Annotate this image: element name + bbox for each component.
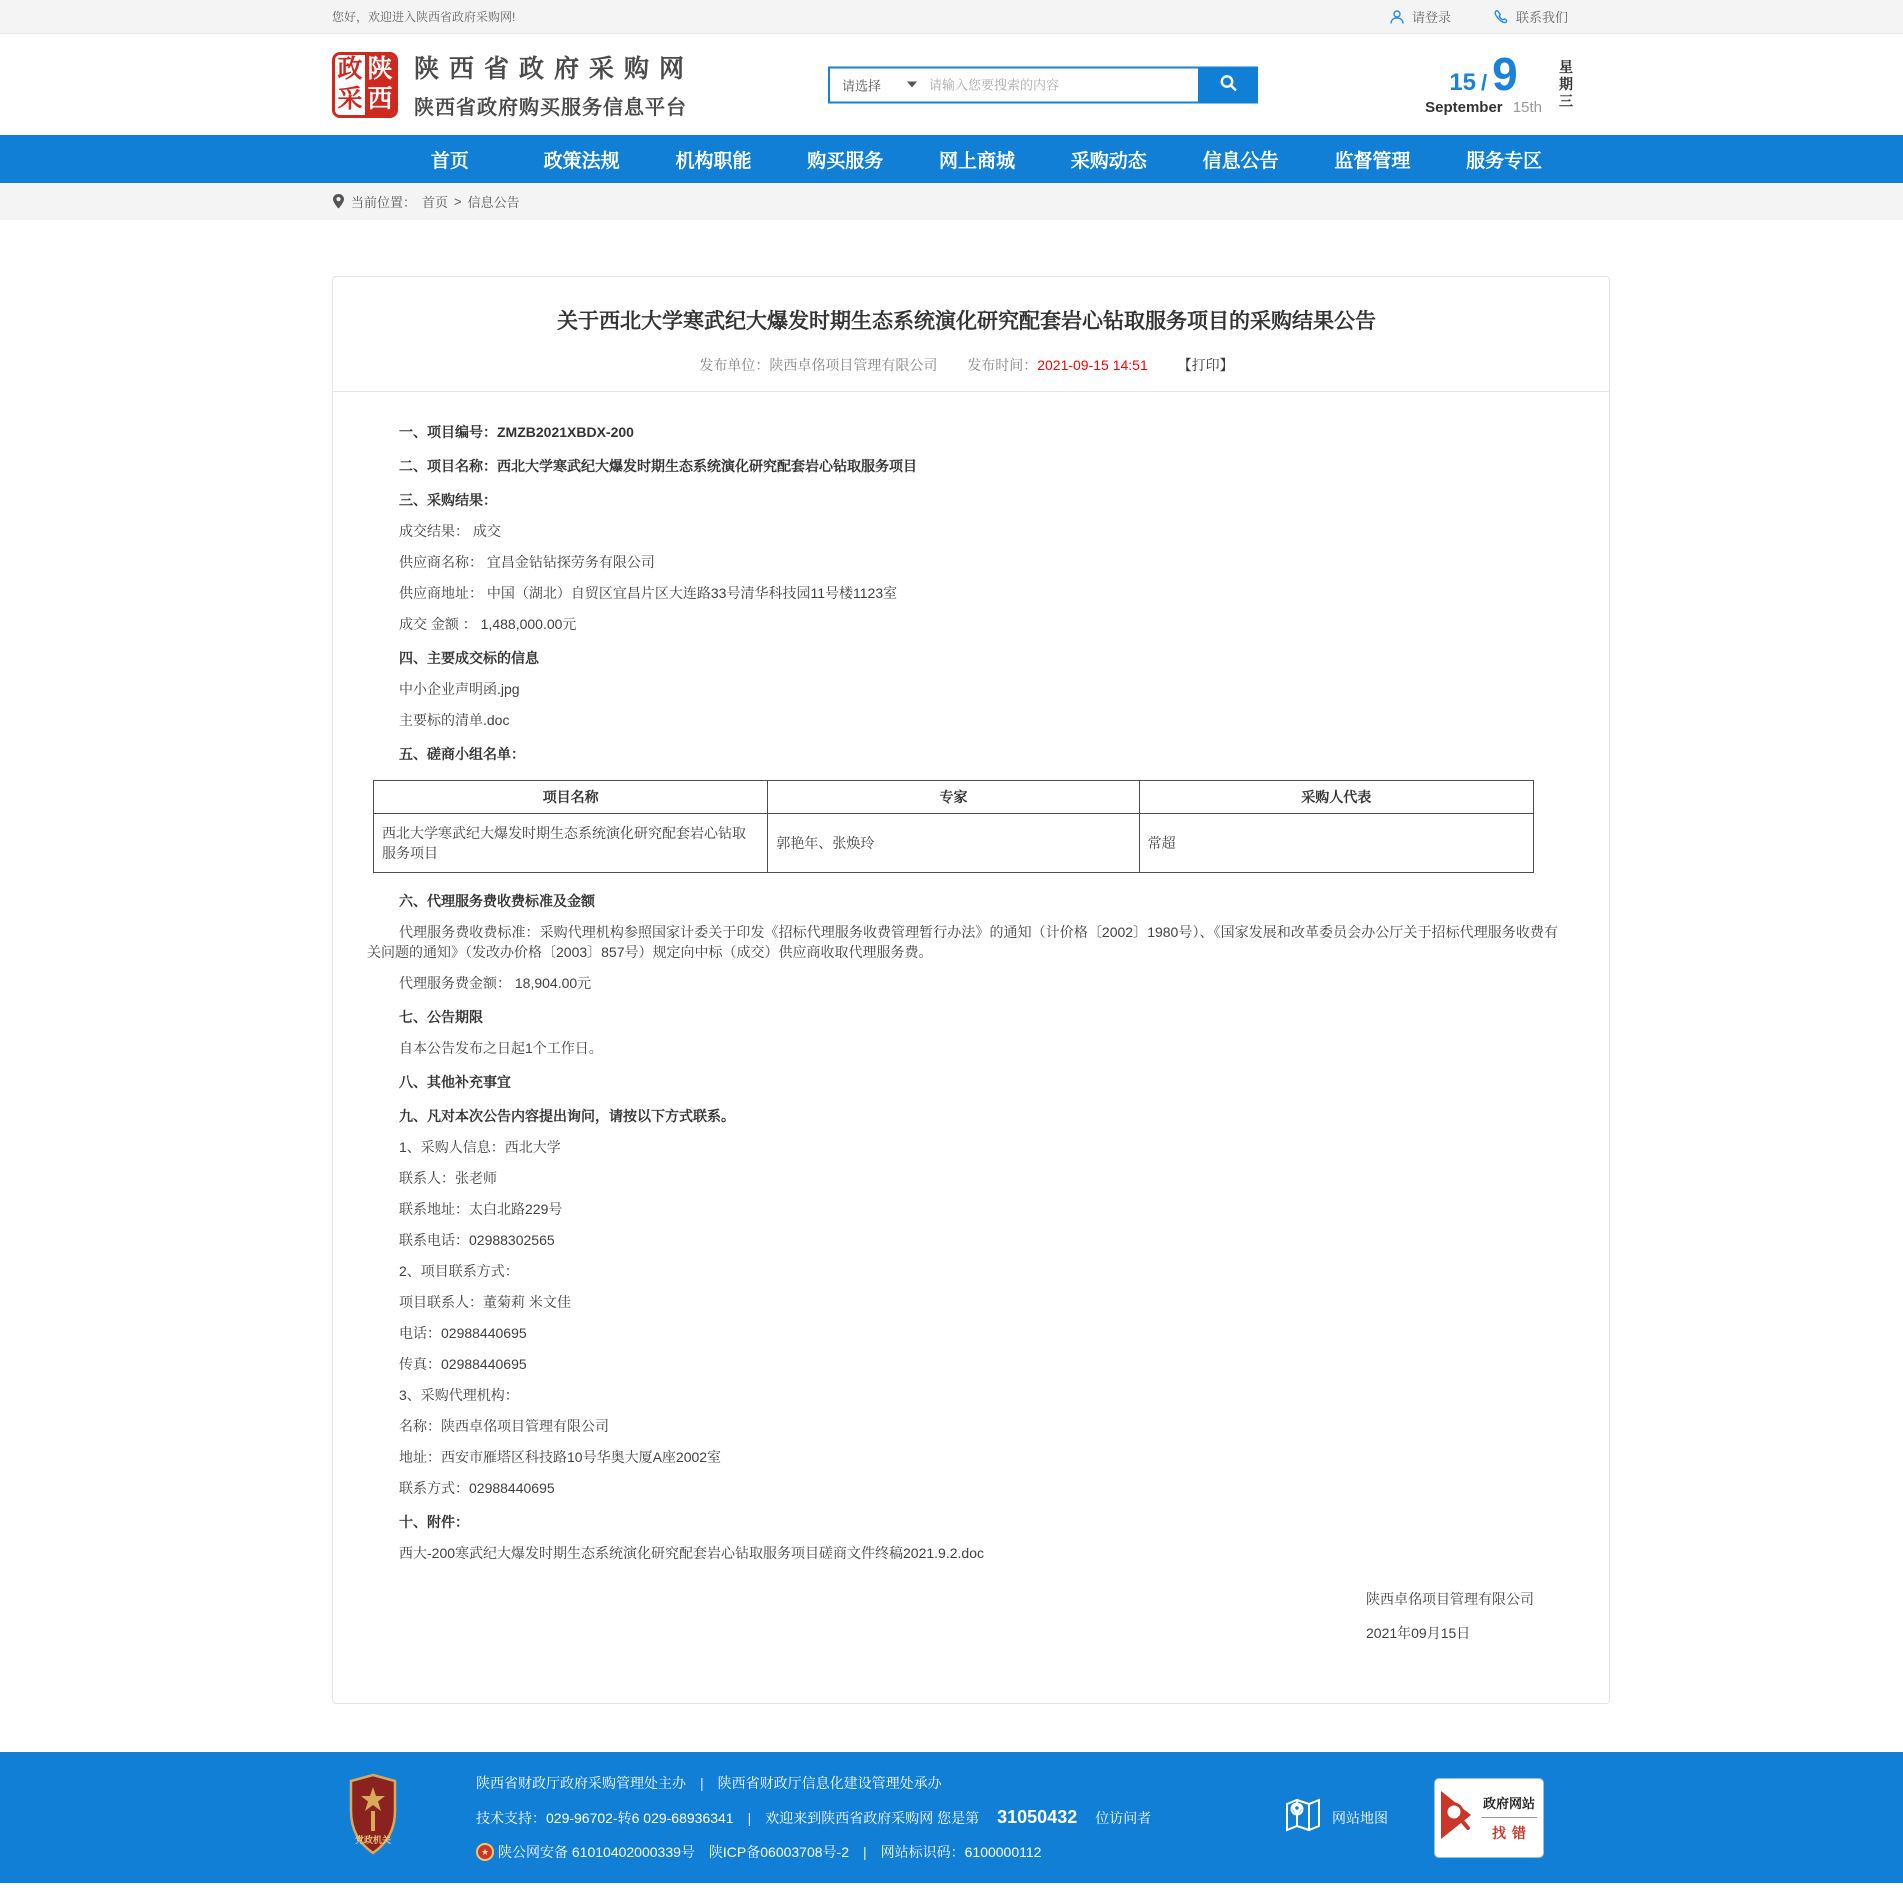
section-deal-info: 四、主要成交标的信息 bbox=[399, 650, 539, 666]
cell-experts: 郭艳年、张焕玲 bbox=[768, 814, 1139, 873]
purchaser-info-line: 1、采购人信息：西北大学 bbox=[399, 1139, 561, 1155]
footer-line-1: 陕西省财政厅政府采购管理处主办 | 陕西省财政厅信息化建设管理处承办 bbox=[476, 1775, 942, 1791]
main-nav bbox=[0, 135, 1903, 183]
site-name: 陕西省政府采购网 bbox=[414, 55, 695, 83]
contact-address-line: 联系地址：太白北路229号 bbox=[399, 1201, 563, 1217]
section-other-matters: 八、其他补充事宜 bbox=[399, 1074, 511, 1090]
result-line: 成交结果： 成交 bbox=[399, 523, 501, 539]
attachment-link[interactable]: 主要标的清单.doc bbox=[399, 712, 510, 728]
search-icon bbox=[1219, 74, 1238, 96]
signature-date: 2021年09月15日 bbox=[1366, 1625, 1471, 1641]
site-code: 网站标识码：6100000112 bbox=[880, 1844, 1042, 1860]
agency-fee-standard: 代理服务费收费标准：采购代理机构参照国家计委关于印发《招标代理服务收费管理暂行办法》的通知（计价格〔2002〕1980号）、《国家发展和改革委员会办公厅关于招标代理服务收费有关问题的通知》（发改办价格〔2003〕857号）规定向中标（成交）供应商收取代理服务费。 bbox=[367, 924, 1558, 960]
map-icon bbox=[1283, 1796, 1323, 1839]
search-category-select[interactable]: 请选择 bbox=[830, 75, 929, 94]
project-contact-person-line: 项目联系人：董菊莉 米文佳 bbox=[399, 1294, 571, 1310]
col-project-name: 项目名称 bbox=[374, 781, 768, 814]
article-meta bbox=[399, 355, 1534, 375]
breadcrumb-current[interactable]: 信息公告 bbox=[467, 195, 520, 210]
nav-item-functions[interactable]: 机构职能 bbox=[675, 150, 752, 172]
site-header bbox=[0, 34, 1903, 135]
contact-person-line: 联系人：张老师 bbox=[399, 1170, 497, 1186]
search-bar bbox=[828, 66, 1258, 103]
publish-time: 2021-09-15 14:51 bbox=[1037, 357, 1148, 373]
section-project-number: 一、项目编号：ZMZB2021XBDX-200 bbox=[399, 424, 634, 440]
col-purchaser-rep: 采购人代表 bbox=[1139, 781, 1533, 814]
sitemap-link[interactable]: 网站地图 bbox=[1283, 1796, 1388, 1839]
breadcrumb-bar: 当前位置： 首页 > 信息公告 bbox=[0, 183, 1903, 220]
breadcrumb: 当前位置： bbox=[351, 195, 417, 210]
top-bar bbox=[0, 0, 1903, 34]
icp-record: 陕ICP备06003708号-2 bbox=[708, 1844, 849, 1860]
attachment-link[interactable]: 西大-200寒武纪大爆发时期生态系统演化研究配套岩心钻取服务项目磋商文件终稿2021.9.2.doc bbox=[399, 1545, 984, 1561]
signature-block bbox=[399, 1589, 1534, 1657]
nav-item-supervision[interactable]: 监督管理 bbox=[1334, 150, 1411, 172]
nav-item-service-zone[interactable]: 服务专区 bbox=[1466, 150, 1543, 172]
chevron-down-icon bbox=[907, 82, 917, 88]
badge-label: 党政机关 bbox=[354, 1835, 392, 1845]
section-project-name: 二、项目名称：西北大学寒武纪大爆发时期生态系统演化研究配套岩心钻取服务项目 bbox=[399, 458, 917, 474]
contact-phone-line: 联系电话：02988302565 bbox=[399, 1232, 555, 1248]
party-government-badge-icon bbox=[348, 1773, 398, 1862]
publisher-label: 发布单位： bbox=[699, 357, 770, 373]
article-container bbox=[332, 276, 1610, 1704]
footer-info bbox=[476, 1773, 1151, 1862]
nav-item-procurement-news[interactable]: 采购动态 bbox=[1070, 150, 1147, 172]
article-body bbox=[367, 392, 1558, 1657]
footer-line-3: ★ 陕公网安备 61010402000339号 陕ICP备06003708号-2 | 网站标识码：6100000112 bbox=[476, 1842, 1151, 1862]
section-result: 三、采购结果： bbox=[399, 492, 497, 508]
section-announcement-period: 七、公告期限 bbox=[399, 1009, 483, 1025]
agency-fee-amount: 代理服务费金额： 18,904.00元 bbox=[399, 975, 592, 991]
project-contact-heading: 2、项目联系方式： bbox=[399, 1263, 519, 1279]
contact-link[interactable]: 联系我们 bbox=[1493, 7, 1568, 26]
cell-purchaser-rep: 常超 bbox=[1139, 814, 1533, 873]
search-input[interactable] bbox=[929, 68, 1198, 101]
agency-name-line: 名称：陕西卓佲项目管理有限公司 bbox=[399, 1418, 609, 1434]
national-emblem-icon: ★ bbox=[476, 1843, 494, 1861]
section-attachments: 十、附件： bbox=[399, 1514, 469, 1530]
nav-item-policies[interactable]: 政策法规 bbox=[543, 150, 620, 172]
col-experts: 专家 bbox=[768, 781, 1139, 814]
page-title: 关于西北大学寒武纪大爆发时期生态系统演化研究配套岩心钻取服务项目的采购结果公告 bbox=[557, 310, 1376, 333]
nav-item-home[interactable]: 首页 bbox=[430, 150, 469, 172]
project-phone-line: 电话：02988440695 bbox=[399, 1325, 527, 1341]
police-record-link[interactable]: ★ 陕公网安备 61010402000339号 bbox=[476, 1842, 695, 1862]
table-header-row bbox=[374, 781, 1534, 814]
print-button[interactable]: 【打印】 bbox=[1177, 357, 1234, 373]
login-link[interactable]: 请登录 bbox=[1389, 7, 1451, 26]
welcome-text: 您好，欢迎进入陕西省政府采购网! bbox=[332, 10, 516, 24]
date-widget: 15 / 9 September 15th 星期三 bbox=[1425, 47, 1573, 116]
publisher-name: 陕西卓佲项目管理有限公司 bbox=[769, 357, 938, 373]
nav-item-announcements[interactable]: 信息公告 bbox=[1202, 150, 1279, 172]
site-logo[interactable] bbox=[332, 49, 694, 120]
announcement-period-line: 自本公告发布之日起1个工作日。 bbox=[399, 1040, 603, 1056]
section-agency-fee: 六、代理服务费收费标准及金额 bbox=[399, 893, 595, 909]
cell-project-name: 西北大学寒武纪大爆发时期生态系统演化研究配套岩心钻取服务项目 bbox=[374, 814, 768, 873]
signature-company: 陕西卓佲项目管理有限公司 bbox=[1366, 1591, 1534, 1607]
supplier-address-line: 供应商地址： 中国（湖北）自贸区宜昌片区大连路33号清华科技园11号楼1123室 bbox=[399, 585, 898, 601]
phone-icon bbox=[1493, 9, 1509, 25]
section-review-panel: 五、磋商小组名单： bbox=[399, 746, 525, 762]
agency-heading: 3、采购代理机构： bbox=[399, 1387, 519, 1403]
user-icon bbox=[1389, 9, 1405, 25]
error-finder-icon bbox=[1441, 1787, 1475, 1848]
breadcrumb-home[interactable]: 首页 bbox=[422, 195, 449, 210]
project-fax-line: 传真：02988440695 bbox=[399, 1356, 527, 1372]
site-subtitle: 陕西省政府购买服务信息平台 bbox=[414, 97, 687, 119]
nav-item-online-mall[interactable]: 网上商城 bbox=[939, 150, 1016, 172]
site-footer bbox=[0, 1752, 1903, 1883]
agency-address-line: 地址：西安市雁塔区科技路10号华奥大厦A座2002室 bbox=[399, 1449, 722, 1465]
deal-amount-line: 成交 金额 ： 1,488,000.00元 bbox=[399, 616, 577, 632]
publish-time-label: 发布时间： bbox=[967, 357, 1038, 373]
supplier-name-line: 供应商名称： 宜昌金钻钻探劳务有限公司 bbox=[399, 554, 655, 570]
attachment-link[interactable]: 中小企业声明函.jpg bbox=[399, 681, 520, 697]
footer-line-2: 技术支持：029-96702-转6 029-68936341 | 欢迎来到陕西省政府采购网 您是第 31050432 位访问者 bbox=[476, 1807, 1152, 1827]
visitor-counter: 31050432 bbox=[997, 1807, 1078, 1827]
gov-site-error-report-badge[interactable]: 政府网站 找错 bbox=[1434, 1778, 1544, 1858]
table-row bbox=[374, 814, 1534, 873]
agency-contact-line: 联系方式：02988440695 bbox=[399, 1480, 555, 1496]
search-button[interactable] bbox=[1198, 66, 1258, 103]
location-pin-icon bbox=[332, 194, 345, 209]
nav-item-purchase-services[interactable]: 购买服务 bbox=[807, 150, 884, 172]
review-panel-table bbox=[373, 780, 1534, 873]
seal-logo-icon: 政 陕 采 西 bbox=[332, 52, 398, 118]
section-inquiries: 九、凡对本次公告内容提出询问，请按以下方式联系。 bbox=[399, 1108, 735, 1124]
weekday-label: 星期三 bbox=[1559, 59, 1573, 109]
